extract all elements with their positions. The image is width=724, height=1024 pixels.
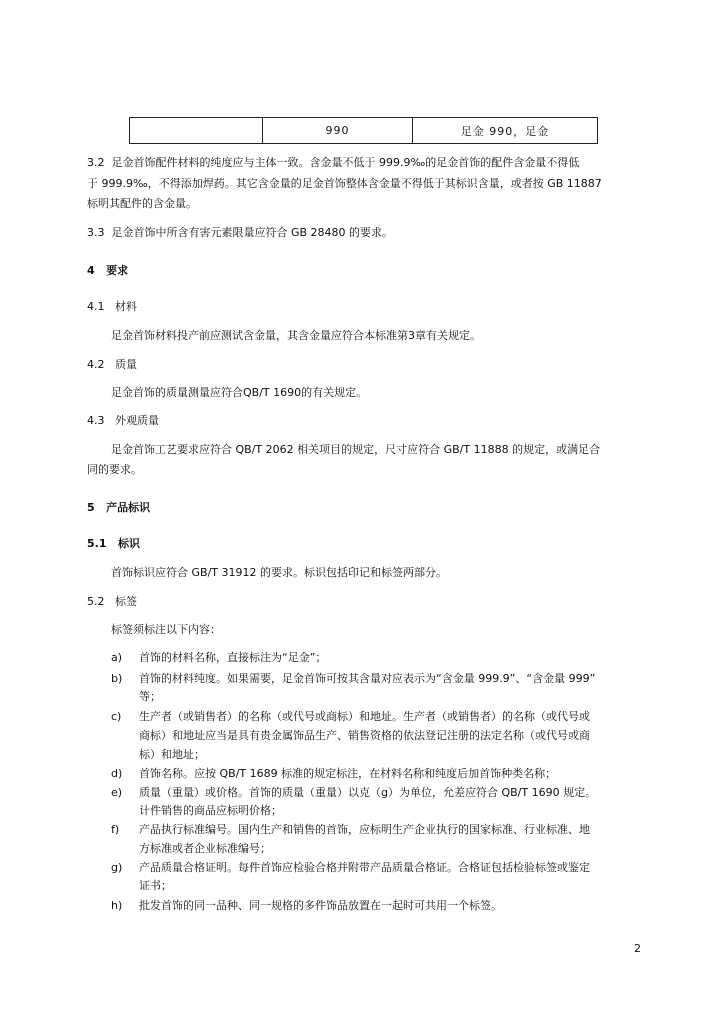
list-marker: a): [111, 651, 123, 664]
clause-3-3: [87, 226, 647, 240]
clause-text: 足金首饰配件材料的纯度应与主体一致。含金量不低于 999.9‰的足金首饰的配件含金量不得低: [111, 156, 580, 169]
list-text: 方标准或者企业标准编号；: [139, 842, 271, 855]
clause-4-1-heading: [87, 300, 647, 314]
clause-number: 4.2: [87, 358, 105, 371]
list-marker: g): [111, 861, 123, 874]
list-text: 产品执行标准编号。国内生产和销售的首饰，应标明生产企业执行的国家标准、行业标准、地: [139, 823, 590, 836]
clause-number: 5.2: [87, 595, 105, 608]
list-text: 等；: [139, 690, 161, 703]
clause-title: 外观质量: [115, 414, 159, 427]
list-marker: c): [111, 710, 122, 723]
clause-5-1-heading: [87, 537, 647, 551]
list-text: 首饰的材料纯度。如果需要，足金首饰可按其含量对应表示为“含金量 999.9”、“含金量 999”: [139, 672, 596, 685]
page-number: 2: [634, 942, 641, 955]
section-number: 5: [87, 501, 95, 514]
clause-3-2-line-3: 标明其配件的含金量。: [87, 197, 197, 210]
list-marker: f): [111, 823, 120, 836]
clause-text: 足金首饰中所含有害元素限量应符合 GB 28480 的要求。: [111, 226, 394, 239]
clause-5-2-intro: 标签须标注以下内容：: [111, 623, 221, 636]
section-5-heading: [87, 501, 647, 515]
list-marker: h): [111, 899, 123, 912]
list-text: 证书；: [139, 879, 172, 892]
list-marker: d): [111, 767, 123, 780]
list-marker: e): [111, 786, 123, 799]
section-4-heading: [87, 264, 647, 278]
list-text: 批发首饰的同一品种、同一规格的多件饰品放置在一起时可共用一个标签。: [139, 899, 502, 912]
table-cell: [130, 118, 263, 144]
clause-5-2-heading: [87, 595, 647, 609]
clause-number: 3.2: [87, 156, 105, 169]
list-text: 产品质量合格证明。每件首饰应检验合格并附带产品质量合格证。合格证包括检验标签或鉴定: [139, 861, 590, 874]
list-text: 商标）和地址应当是具有贵金属饰品生产、销售资格的依法登记注册的法定名称（或代号或商: [139, 729, 590, 742]
list-text: 生产者（或销售者）的名称（或代号或商标）和地址。生产者（或销售者）的名称（或代号或: [139, 710, 590, 723]
clause-5-1-text: 首饰标识应符合 GB/T 31912 的要求。标识包括印记和标签两部分。: [111, 566, 447, 579]
clause-4-2-heading: [87, 358, 647, 372]
clause-number: 5.1: [87, 537, 107, 550]
section-title: 产品标识: [106, 501, 151, 514]
list-text: 首饰的材料名称，直接标注为“足金”；: [139, 651, 327, 664]
purity-table: [129, 117, 598, 144]
clause-title: 质量: [115, 358, 137, 371]
clause-4-3-line-1: 足金首饰工艺要求应符合 QB/T 2062 相关项目的规定，尺寸应符合 GB/T 11888 的规定，或满足合: [111, 443, 601, 456]
clause-title: 标签: [115, 595, 137, 608]
clause-4-2-text: 足金首饰的质量测量应符合QB/T 1690的有关规定。: [111, 386, 368, 399]
clause-title: 标识: [118, 537, 140, 550]
clause-4-3-heading: [87, 414, 647, 428]
clause-3-2-line-2: 于 999.9‰，不得添加焊药。其它含金量的足金首饰整体含金量不得低于其标识含量，或者按 GB 11887: [87, 177, 602, 190]
section-number: 4: [87, 264, 95, 277]
clause-4-3-line-2: 同的要求。: [87, 463, 142, 476]
table-row: [130, 118, 598, 144]
clause-3-2-line-1: [87, 156, 647, 170]
table-cell: 足金 990，足金: [413, 118, 598, 144]
list-marker: b): [111, 672, 123, 685]
clause-title: 材料: [115, 300, 137, 313]
clause-number: 4.3: [87, 414, 105, 427]
list-text: 质量（重量）或价格。首饰的质量（重量）以克（g）为单位，允差应符合 QB/T 1690 规定。: [139, 786, 597, 799]
list-text: 标）和地址；: [139, 748, 205, 761]
clause-number: 3.3: [87, 226, 105, 239]
list-text: 计件销售的商品应标明价格；: [139, 804, 282, 817]
clause-4-1-text: 足金首饰材料投产前应测试含金量，其含金量应符合本标准第3章有关规定。: [111, 329, 481, 342]
clause-number: 4.1: [87, 300, 105, 313]
list-text: 首饰名称。应按 QB/T 1689 标准的规定标注，在材料名称和纯度后加首饰种类名称；: [139, 767, 557, 780]
table-cell: 990: [263, 118, 413, 144]
section-title: 要求: [106, 264, 129, 277]
